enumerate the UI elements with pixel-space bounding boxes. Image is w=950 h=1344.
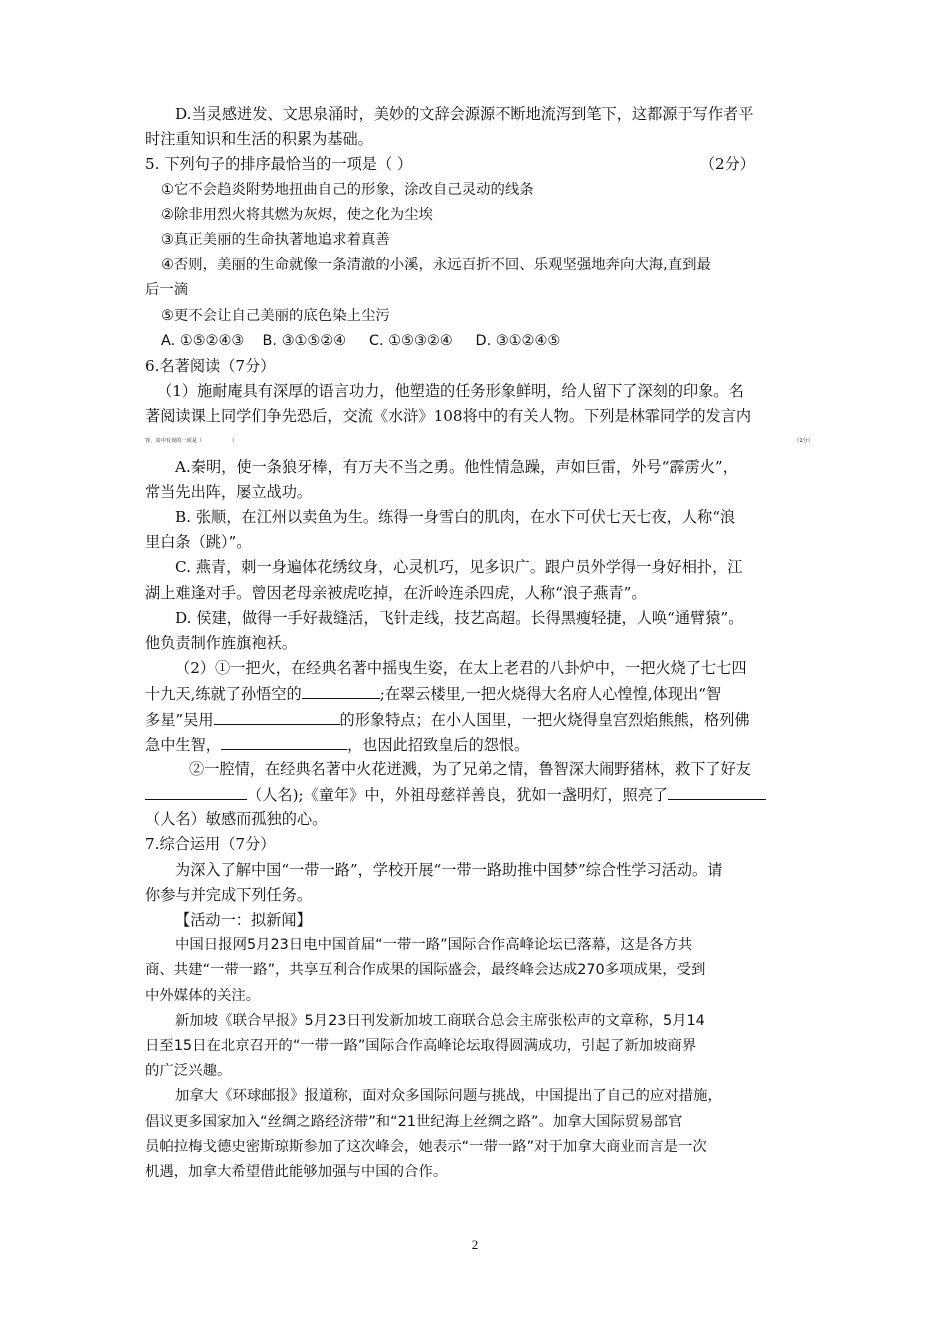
- answer-blank-2[interactable]: [214, 707, 340, 725]
- question-6-2-line-2-part-2: ;在翠云楼里,一把火烧得大名府人心惶惶,体现出“智: [379, 685, 722, 704]
- news-3-line-2: 倡议更多国家加入“丝绸之路经济带”和“21世纪海上丝绸之路”。加拿大国际贸易部官: [145, 1113, 683, 1130]
- option-d-line: D.当灵感迸发、文思泉涌时，美妙的文辞会源源不断地流泻到笔下，这都源于写作者平: [175, 105, 754, 123]
- page-number: 2: [471, 1237, 479, 1252]
- question-6-1-score: （2分）: [794, 438, 813, 445]
- sentence-1: ①它不会趋炎附势地扭曲自己的形象，涂改自己灵动的线条: [161, 181, 534, 198]
- news-2-line-2: 日至15日在北京召开的“一带一路”国际合作高峰论坛取得圆满成功，引起了新加坡商界: [145, 1037, 697, 1054]
- question-6-2-line-7: （人名）敏感而孤独的心。: [145, 810, 328, 829]
- answer-blank-1[interactable]: [302, 681, 380, 699]
- question-6-2-line-2: [145, 681, 810, 706]
- choice-a-line-1: A.秦明，使一条狼牙棒，有万夫不当之勇。他性情急躁，声如巨雷，外号“霹雳火”，: [175, 457, 738, 476]
- question-5-score: （2分）: [699, 155, 755, 174]
- choice-b-line-1: B. 张顺，在江州以卖鱼为生。练得一身雪白的肌肉，在水下可伏七天七夜，人称“浪: [175, 508, 736, 526]
- question-6-2-line-1: （2）①一把火，在经典名著中摇曳生姿，在太上老君的八卦炉中，一把火烧了七七四: [175, 659, 747, 678]
- answer-blank-3[interactable]: [221, 732, 347, 750]
- news-1-line-1: 中国日报网5月23日电中国首届“一带一路”国际合作高峰论坛已落幕，这是各方共: [175, 937, 693, 954]
- question-6-2-line-5: ②一腔情，在经典名著中火花迸溅，为了兄弟之情，鲁智深大闹野猪林，救下了好友: [189, 759, 751, 778]
- question-6-2-line-6-text: （人名);《童年》中，外祖母慈祥善良，犹如一盏明灯，照亮了: [247, 786, 669, 805]
- sentence-4-continued: 后一滴: [145, 282, 189, 299]
- question-6-2-line-3-part-2: 的形象特点；在小人国里，一把火烧得皇宫烈焰熊熊，格列佛: [339, 710, 750, 729]
- question-6-1-line-2: 著阅读课上同学们争先恐后，交流《水浒》108将中的有关人物。下列是林霏同学的发言内: [145, 407, 752, 426]
- question-5-options: A. ①⑤②④③ B. ③①⑤②④ C. ①⑤③②④ D. ③①②④⑤: [161, 332, 561, 349]
- sentence-2: ②除非用烈火将其燃为灰烬，使之化为尘埃: [161, 206, 433, 223]
- news-2-line-1: 新加坡《联合早报》5月23日刊发新加坡工商联合总会主席张松声的文章称，5月14: [175, 1012, 705, 1029]
- question-7-intro-2: 你参与并完成下列任务。: [145, 885, 313, 904]
- question-6-2-line-6: [145, 782, 810, 807]
- choice-c-line-1: C. 燕青，刺一身遍体花绣纹身，心灵机巧，见多识广。跟户员外学得一身好相扑，江: [175, 558, 743, 577]
- choice-a-line-2: 常当先出阵，屡立战功。: [145, 482, 313, 501]
- activity-one-heading: 【活动一：拟新闻】: [175, 911, 312, 929]
- page-content: [145, 102, 813, 1185]
- question-7-title: 7.综合运用（7分）: [145, 835, 276, 854]
- question-6-2-line-2-part-1: 十九天,练就了孙悟空的: [145, 685, 302, 704]
- question-6-2-line-3: [145, 707, 810, 732]
- question-6-2-line-4-part-1: 急中生智，: [145, 735, 221, 754]
- choice-d-line-1: D. 侯建，做得一手好裁缝活，飞针走线，技艺高超。长得黑瘦轻捷，人唤“通臂猿”。: [175, 608, 744, 627]
- news-1-line-2: 商、共建“一带一路”，共享互利合作成果的国际盛会，最终峰会达成270多项成果，受到: [145, 962, 706, 979]
- sentence-4: ④否则，美丽的生命就像一条清澈的小溪，永远百折不回、乐观坚强地奔向大海,直到最: [161, 257, 711, 274]
- question-6-2-line-3-part-1: 多星”吴用: [145, 710, 214, 729]
- choice-c-line-2: 湖上难逢对手。曾因老母亲被虎吃掉，在沂岭连杀四虎，人称“浪子燕青”。: [145, 583, 647, 602]
- sentence-5: ⑤更不会让自己美丽的底色染上尘污: [161, 307, 390, 324]
- choice-d-line-2: 他负责制作旌旗袍袄。: [145, 633, 297, 652]
- question-6-1-prompt: 容，其中有误的一项是（ ）: [145, 438, 237, 445]
- option-d-continued: 时注重知识和生活的积累为基础。: [145, 130, 373, 149]
- sentence-3: ③真正美丽的生命执著地追求着真善: [161, 231, 390, 248]
- choice-b-line-2: 里白条（跳）”。: [145, 533, 252, 552]
- question-6-2-line-4: [145, 732, 810, 757]
- answer-blank-4[interactable]: [145, 782, 247, 800]
- question-6-1-line-1: （1）施耐庵具有深厚的语言功力，他塑造的任务形象鲜明，给人留下了深刻的印象。名: [157, 382, 744, 401]
- question-6-title: 6.名著阅读（7分）: [145, 356, 276, 375]
- news-3-line-1: 加拿大《环球邮报》报道称，面对众多国际问题与挑战，中国提出了自己的应对措施，: [175, 1088, 722, 1105]
- question-5-stem: [145, 152, 810, 177]
- news-3-line-4: 机遇，加拿大希望借此能够加强与中国的合作。: [145, 1163, 448, 1180]
- news-3-line-3: 员帕拉梅戈德史密斯琼斯参加了这次峰会，她表示“一带一路”对于加拿大商业而言是一次: [145, 1138, 707, 1155]
- news-2-line-3: 的广泛兴趣。: [145, 1063, 232, 1080]
- news-1-line-3: 中外媒体的关注。: [145, 987, 261, 1004]
- question-5-text: 5. 下列句子的排序最恰当的一项是（ ）: [145, 155, 413, 174]
- question-6-1-line-3: [145, 429, 813, 454]
- answer-blank-5[interactable]: [668, 782, 766, 800]
- question-7-intro-1: 为深入了解中国“一带一路”，学校开展“一带一路助推中国梦”综合性学习活动。请: [175, 860, 723, 879]
- question-6-2-line-4-part-2: ，也因此招致皇后的怨恨。: [346, 735, 530, 754]
